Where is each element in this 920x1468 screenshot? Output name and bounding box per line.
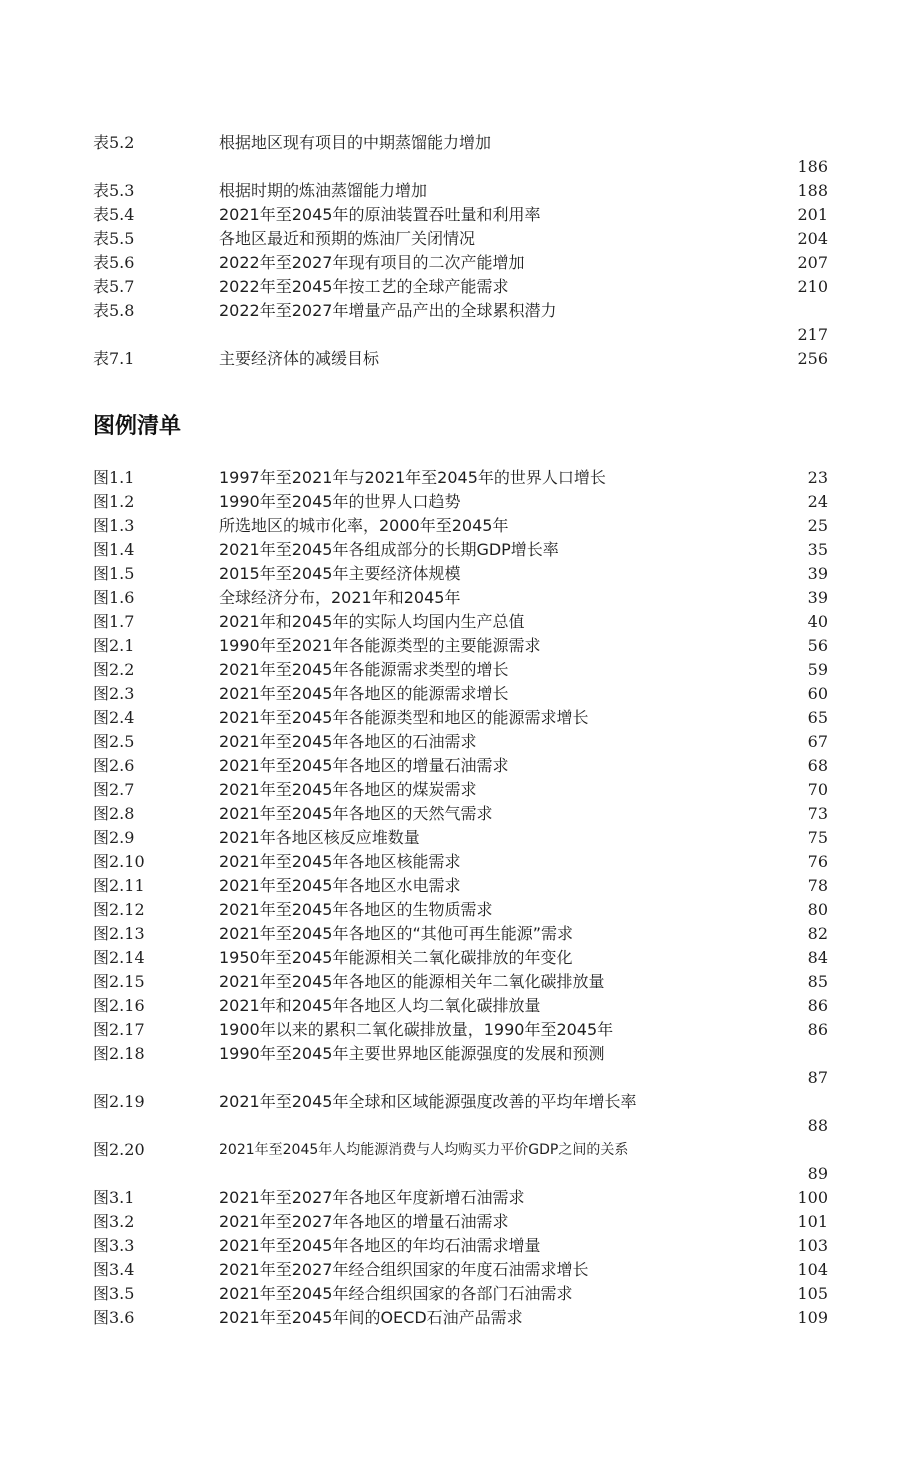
entry-label: 图2.12 (93, 900, 145, 919)
entry-title: 2021年至2045年各组成部分的长期GDP增长率 (219, 540, 559, 559)
toc-row[interactable] (93, 970, 828, 994)
toc-row[interactable] (93, 466, 828, 490)
toc-row[interactable] (93, 946, 828, 970)
entry-page: 104 (797, 1260, 828, 1279)
entry-title: 1900年以来的累积二氧化碳排放量，1990年至2045年 (219, 1020, 614, 1039)
toc-row[interactable] (93, 514, 828, 538)
figure-list (93, 466, 828, 1330)
toc-row[interactable] (93, 1306, 828, 1330)
entry-label: 表5.2 (93, 133, 135, 152)
entry-label: 图2.2 (93, 660, 135, 679)
entry-title: 根据地区现有项目的中期蒸馏能力增加 (219, 133, 492, 152)
entry-label: 图2.16 (93, 996, 145, 1015)
entry-page: 68 (807, 756, 828, 775)
toc-row[interactable] (93, 1090, 828, 1138)
entry-title: 2021年和2045年各地区人均二氧化碳排放量 (219, 996, 541, 1015)
toc-row[interactable] (93, 802, 828, 826)
entry-page: 86 (807, 1020, 828, 1039)
entry-label: 图3.1 (93, 1188, 135, 1207)
toc-row[interactable] (93, 1234, 828, 1258)
toc-row[interactable] (93, 203, 828, 227)
entry-title: 2022年至2027年现有项目的二次产能增加 (219, 253, 525, 272)
entry-title: 2015年至2045年主要经济体规模 (219, 564, 461, 583)
entry-page: 100 (797, 1188, 828, 1207)
toc-row[interactable] (93, 538, 828, 562)
entry-page: 65 (807, 708, 828, 727)
toc-row[interactable] (93, 778, 828, 802)
toc-row[interactable] (93, 634, 828, 658)
entry-title: 2021年至2027年各地区年度新增石油需求 (219, 1188, 525, 1207)
entry-label: 表5.3 (93, 181, 135, 200)
toc-row[interactable] (93, 874, 828, 898)
entry-label: 图3.3 (93, 1236, 135, 1255)
entry-page: 86 (807, 996, 828, 1015)
entry-title: 2021年至2045年各地区核能需求 (219, 852, 461, 871)
entry-label: 图3.4 (93, 1260, 135, 1279)
toc-row[interactable] (93, 754, 828, 778)
entry-label: 图2.14 (93, 948, 145, 967)
entry-title: 2021年至2045年各地区的年均石油需求增量 (219, 1236, 541, 1255)
entry-label: 图2.15 (93, 972, 145, 991)
entry-title: 1950年至2045年能源相关二氧化碳排放的年变化 (219, 948, 573, 967)
entry-page: 73 (807, 804, 828, 823)
entry-title: 2021年和2045年的实际人均国内生产总值 (219, 612, 525, 631)
section-heading: 图例清单 (93, 414, 182, 439)
entry-title: 2021年各地区核反应堆数量 (219, 828, 420, 847)
entry-page: 210 (797, 277, 828, 296)
entry-page: 75 (807, 828, 828, 847)
entry-page: 56 (807, 636, 828, 655)
entry-title: 2021年至2045年各地区的煤炭需求 (219, 780, 477, 799)
entry-label: 图2.6 (93, 756, 135, 775)
entry-page: 186 (797, 157, 828, 176)
entry-label: 图2.8 (93, 804, 135, 823)
toc-row[interactable] (93, 179, 828, 203)
entry-page: 201 (797, 205, 828, 224)
entry-title: 2021年至2045年各地区的能源相关年二氧化碳排放量 (219, 972, 605, 991)
entry-page: 103 (797, 1236, 828, 1255)
entry-label: 图1.4 (93, 540, 135, 559)
toc-row[interactable] (93, 994, 828, 1018)
toc-row[interactable] (93, 1282, 828, 1306)
entry-title: 2021年至2045年全球和区域能源强度改善的平均年增长率 (219, 1092, 637, 1111)
entry-page: 40 (807, 612, 828, 631)
entry-title: 根据时期的炼油蒸馏能力增加 (219, 181, 428, 200)
entry-label: 表5.8 (93, 301, 135, 320)
entry-title: 2021年至2045年各地区的生物质需求 (219, 900, 493, 919)
entry-page: 217 (797, 325, 828, 344)
entry-page: 87 (807, 1068, 828, 1087)
toc-row[interactable] (93, 1018, 828, 1042)
entry-page: 59 (807, 660, 828, 679)
toc-row[interactable] (93, 586, 828, 610)
entry-label: 图3.6 (93, 1308, 135, 1327)
entry-title: 2021年至2045年的原油装置吞吐量和利用率 (219, 205, 541, 224)
entry-title: 1990年至2045年的世界人口趋势 (219, 492, 461, 511)
entry-title: 2021年至2045年各地区的能源需求增长 (219, 684, 509, 703)
entry-page: 24 (807, 492, 828, 511)
toc-row[interactable] (93, 275, 828, 299)
entry-page: 207 (797, 253, 828, 272)
entry-label: 表5.4 (93, 205, 135, 224)
toc-row[interactable] (93, 610, 828, 634)
entry-page: 25 (807, 516, 828, 535)
toc-row[interactable] (93, 706, 828, 730)
entry-title: 1997年至2021年与2021年至2045年的世界人口增长 (219, 468, 606, 487)
entry-label: 图2.5 (93, 732, 135, 751)
toc-row[interactable] (93, 730, 828, 754)
entry-label: 表5.6 (93, 253, 135, 272)
toc-row[interactable] (93, 1138, 828, 1186)
entry-title: 2021年至2045年间的OECD石油产品需求 (219, 1308, 523, 1327)
entry-label: 图1.5 (93, 564, 135, 583)
entry-label: 图1.6 (93, 588, 135, 607)
toc-row[interactable] (93, 131, 828, 179)
toc-row[interactable] (93, 850, 828, 874)
entry-title: 2022年至2027年增量产品产出的全球累积潜力 (219, 301, 557, 320)
entry-label: 图2.7 (93, 780, 135, 799)
toc-row[interactable] (93, 562, 828, 586)
entry-title: 2021年至2045年各地区的增量石油需求 (219, 756, 509, 775)
entry-label: 图2.17 (93, 1020, 145, 1039)
entry-page: 39 (807, 564, 828, 583)
toc-row[interactable] (93, 1210, 828, 1234)
entry-page: 89 (807, 1164, 828, 1183)
entry-page: 76 (807, 852, 828, 871)
entry-title: 2021年至2045年各地区的石油需求 (219, 732, 477, 751)
entry-title: 2021年至2045年各能源需求类型的增长 (219, 660, 509, 679)
toc-row[interactable] (93, 347, 828, 371)
entry-page: 80 (807, 900, 828, 919)
entry-page: 67 (807, 732, 828, 751)
entry-title: 2021年至2027年经合组织国家的年度石油需求增长 (219, 1260, 589, 1279)
entry-title: 2021年至2045年各能源类型和地区的能源需求增长 (219, 708, 589, 727)
entry-label: 表7.1 (93, 349, 135, 368)
entry-page: 109 (797, 1308, 828, 1327)
entry-label: 图2.4 (93, 708, 135, 727)
entry-page: 78 (807, 876, 828, 895)
entry-label: 图3.2 (93, 1212, 135, 1231)
entry-label: 图2.20 (93, 1140, 145, 1159)
entry-title: 2021年至2045年各地区的天然气需求 (219, 804, 493, 823)
entry-label: 图3.5 (93, 1284, 135, 1303)
toc-row[interactable] (93, 299, 828, 347)
entry-page: 60 (807, 684, 828, 703)
entry-page: 85 (807, 972, 828, 991)
entry-title: 2021年至2027年各地区的增量石油需求 (219, 1212, 509, 1231)
toc-row[interactable] (93, 922, 828, 946)
entry-label: 图1.7 (93, 612, 135, 631)
entry-title: 2022年至2045年按工艺的全球产能需求 (219, 277, 509, 296)
entry-label: 图1.2 (93, 492, 135, 511)
entry-page: 105 (797, 1284, 828, 1303)
entry-label: 图2.19 (93, 1092, 145, 1111)
entry-page: 84 (807, 948, 828, 967)
entry-title: 全球经济分布，2021年和2045年 (219, 588, 461, 607)
entry-title: 2021年至2045年经合组织国家的各部门石油需求 (219, 1284, 573, 1303)
entry-page: 188 (797, 181, 828, 200)
entry-label: 图2.1 (93, 636, 135, 655)
entry-page: 39 (807, 588, 828, 607)
entry-title: 1990年至2021年各能源类型的主要能源需求 (219, 636, 541, 655)
toc-row[interactable] (93, 826, 828, 850)
toc-row[interactable] (93, 1186, 828, 1210)
entry-page: 256 (797, 349, 828, 368)
table-list (93, 131, 828, 371)
entry-label: 图2.18 (93, 1044, 145, 1063)
entry-label: 图2.11 (93, 876, 145, 895)
entry-page: 88 (807, 1116, 828, 1135)
entry-page: 70 (807, 780, 828, 799)
toc-row[interactable] (93, 490, 828, 514)
entry-label: 图2.10 (93, 852, 145, 871)
entry-label: 表5.7 (93, 277, 135, 296)
entry-label: 表5.5 (93, 229, 135, 248)
entry-label: 图1.1 (93, 468, 135, 487)
toc-row[interactable] (93, 1258, 828, 1282)
entry-label: 图2.9 (93, 828, 135, 847)
entry-title: 主要经济体的减缓目标 (219, 349, 380, 368)
toc-row[interactable] (93, 1042, 828, 1090)
entry-label: 图2.3 (93, 684, 135, 703)
toc-row[interactable] (93, 898, 828, 922)
entry-page: 101 (797, 1212, 828, 1231)
entry-title: 2021年至2045年人均能源消费与人均购买力平价GDP之间的关系 (219, 1142, 629, 1158)
entry-page: 82 (807, 924, 828, 943)
entry-label: 图1.3 (93, 516, 135, 535)
toc-row[interactable] (93, 227, 828, 251)
entry-title: 2021年至2045年各地区的“其他可再生能源”需求 (219, 924, 574, 943)
entry-page: 23 (807, 468, 828, 487)
toc-row[interactable] (93, 251, 828, 275)
entry-page: 204 (797, 229, 828, 248)
entry-title: 2021年至2045年各地区水电需求 (219, 876, 461, 895)
entry-title: 1990年至2045年主要世界地区能源强度的发展和预测 (219, 1044, 605, 1063)
entry-page: 35 (807, 540, 828, 559)
entry-label: 图2.13 (93, 924, 145, 943)
toc-row[interactable] (93, 682, 828, 706)
entry-title: 所选地区的城市化率，2000年至2045年 (219, 516, 509, 535)
entry-title: 各地区最近和预期的炼油厂关闭情况 (219, 229, 476, 248)
toc-row[interactable] (93, 658, 828, 682)
